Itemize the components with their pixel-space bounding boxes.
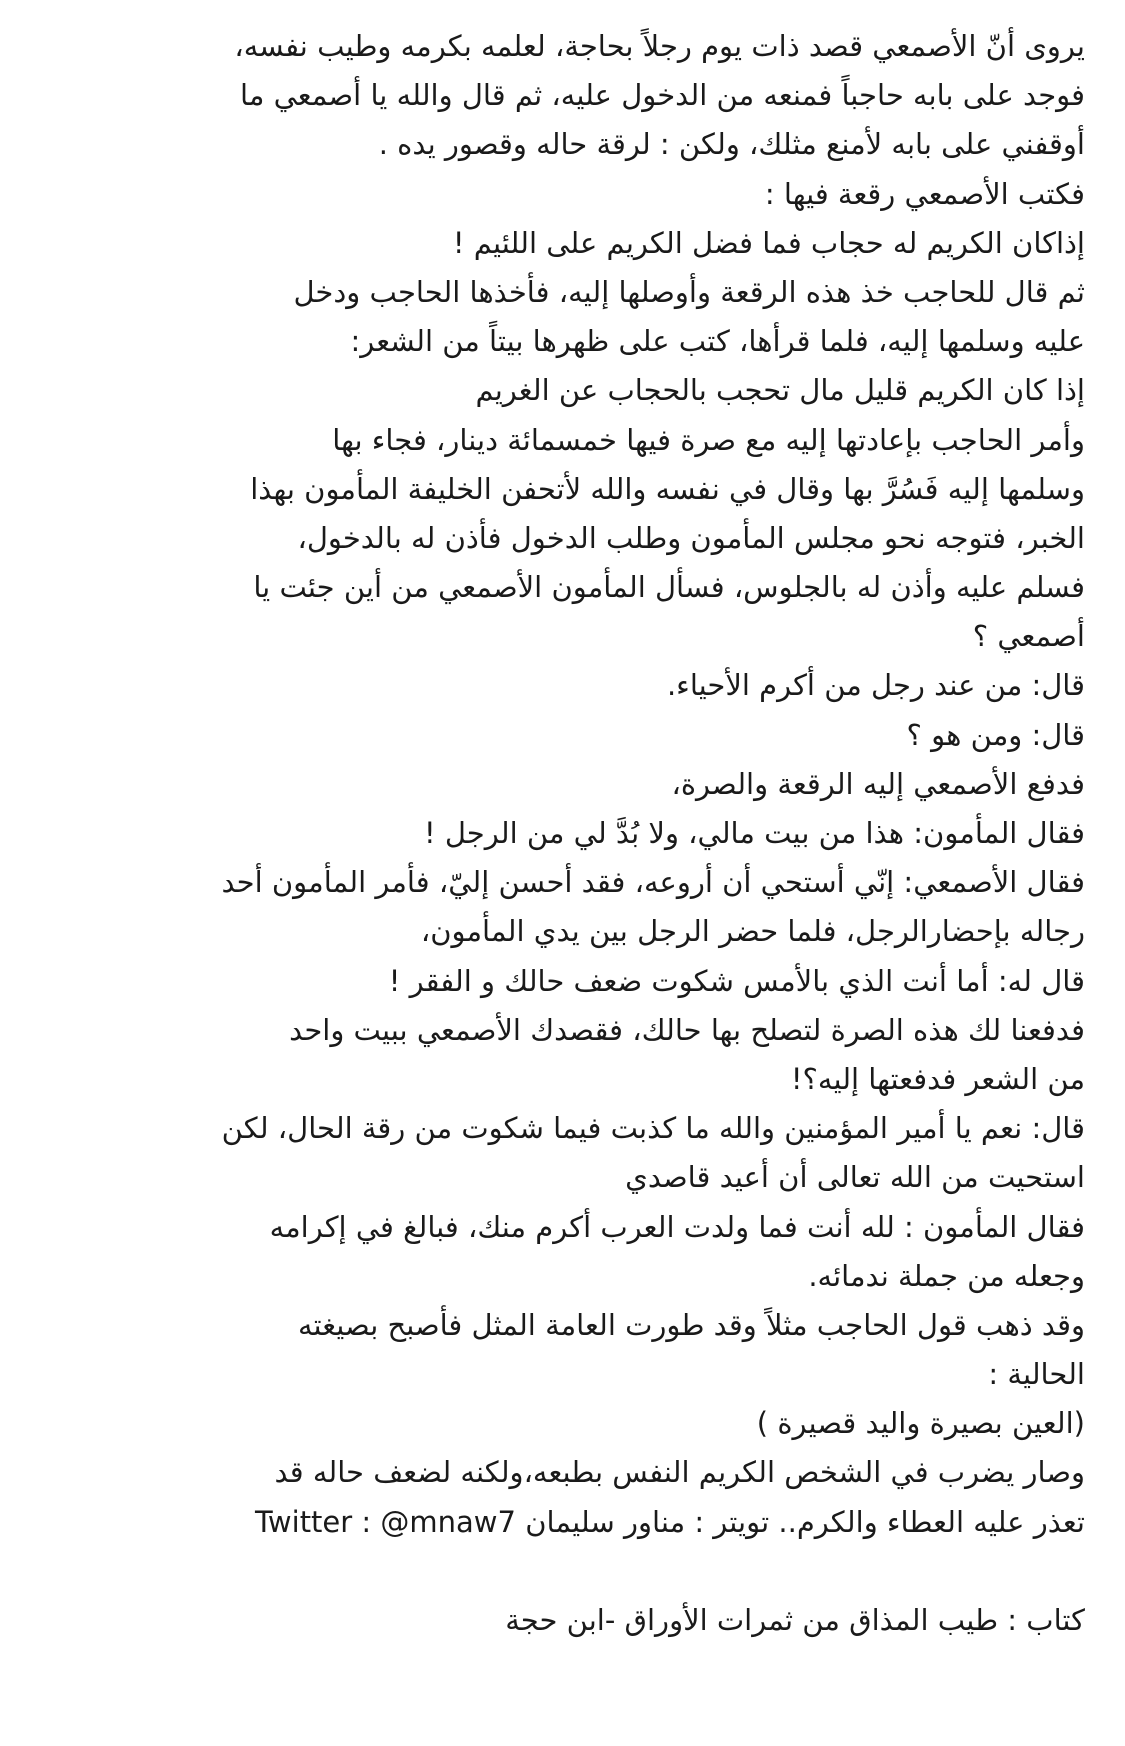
text-line: فدفعنا لك هذه الصرة لتصلح بها حالك، فقصدك الأصمعي ببيت واحد [289,1012,1085,1047]
verse-line: إذاكان الكريم له حجاب فما فضل الكريم على اللئيم ! [452,225,1085,260]
story-text [80,22,1085,1645]
text-line: رجاله بإحضارالرجل، فلما حضر الرجل بين يدي المأمون، [420,914,1085,949]
text-line: فقال المأمون: هذا من بيت مالي، ولا بُدَّ لي من الرجل ! [424,816,1085,850]
text-line: وأمر الحاجب بإعادتها إليه مع صرة فيها خمسمائة دينار، فجاء بها [332,422,1085,457]
text-line: الحالية : [988,1357,1085,1392]
text-line: وجعله من جملة ندمائه. [808,1258,1085,1293]
blank-gap [80,1547,1085,1596]
text-line: وسلمها إليه فَسُرَّ بها وقال في نفسه والله لأتحفن الخليفة المأمون بهذا [250,471,1085,506]
text-line: استحيت من الله تعالى أن أعيد قاصدي [625,1160,1085,1195]
text-line: قال: نعم يا أمير المؤمنين والله ما كذبت فيما شكوت من رقة الحال، لكن [221,1111,1085,1146]
text-line: من الشعر فدفعتها إليه؟! [790,1061,1085,1096]
text-line: فوجد على بابه حاجباً فمنعه من الدخول عليه، ثم قال والله يا أصمعي ما [240,78,1085,113]
text-line: قال: من عند رجل من أكرم الأحياء. [666,668,1085,703]
text-line: فقال الأصمعي: إنّي أستحي أن أروعه، فقد أحسن إليّ، فأمر المأمون أحد [221,865,1085,900]
signature-line: تعذر عليه العطاء والكرم.. تويتر : مناور سليمان Twitter : @mnaw7 [255,1504,1085,1539]
text-line: وصار يضرب في الشخص الكريم النفس بطبعه،ولكنه لضعف حاله قد [274,1455,1085,1490]
proverb-line: (العين بصيرة واليد قصيرة ) [756,1406,1085,1441]
text-line: قال له: أما أنت الذي بالأمس شكوت ضعف حالك و الفقر ! [388,963,1085,998]
text-line: الخبر، فتوجه نحو مجلس المأمون وطلب الدخول فأذن له بالدخول، [297,520,1085,555]
text-line: أوقفني على بابه لأمنع مثلك، ولكن : لرقة حاله وقصور يده . [378,127,1085,162]
text-line: فقال المأمون : لله أنت فما ولدت العرب أكرم منك، فبالغ في إكرامه [269,1209,1085,1244]
text-line: فسلم عليه وأذن له بالجلوس، فسأل المأمون الأصمعي من أين جئت يا [253,570,1085,605]
text-line: وقد ذهب قول الحاجب مثلاً وقد طورت العامة المثل فأصبح بصيغته [298,1307,1085,1342]
text-line: قال: ومن هو ؟ [906,717,1085,752]
text-line: فكتب الأصمعي رقعة فيها : [764,176,1085,211]
text-line: ثم قال للحاجب خذ هذه الرقعة وأوصلها إليه، فأخذها الحاجب ودخل [293,274,1085,309]
text-line: أصمعي ؟ [972,619,1085,654]
text-line: عليه وسلمها إليه، فلما قرأها، كتب على ظهرها بيتاً من الشعر: [350,324,1085,359]
text-line: فدفع الأصمعي إليه الرقعة والصرة، [671,766,1085,801]
verse-line: إذا كان الكريم قليل مال تحجب بالحجاب عن الغريم [475,373,1085,408]
source-line: كتاب : طيب المذاق من ثمرات الأوراق -ابن حجة [505,1603,1085,1637]
text-line: يروى أنّ الأصمعي قصد ذات يوم رجلاً بحاجة، لعلمه بكرمه وطيب نفسه، [234,29,1085,63]
